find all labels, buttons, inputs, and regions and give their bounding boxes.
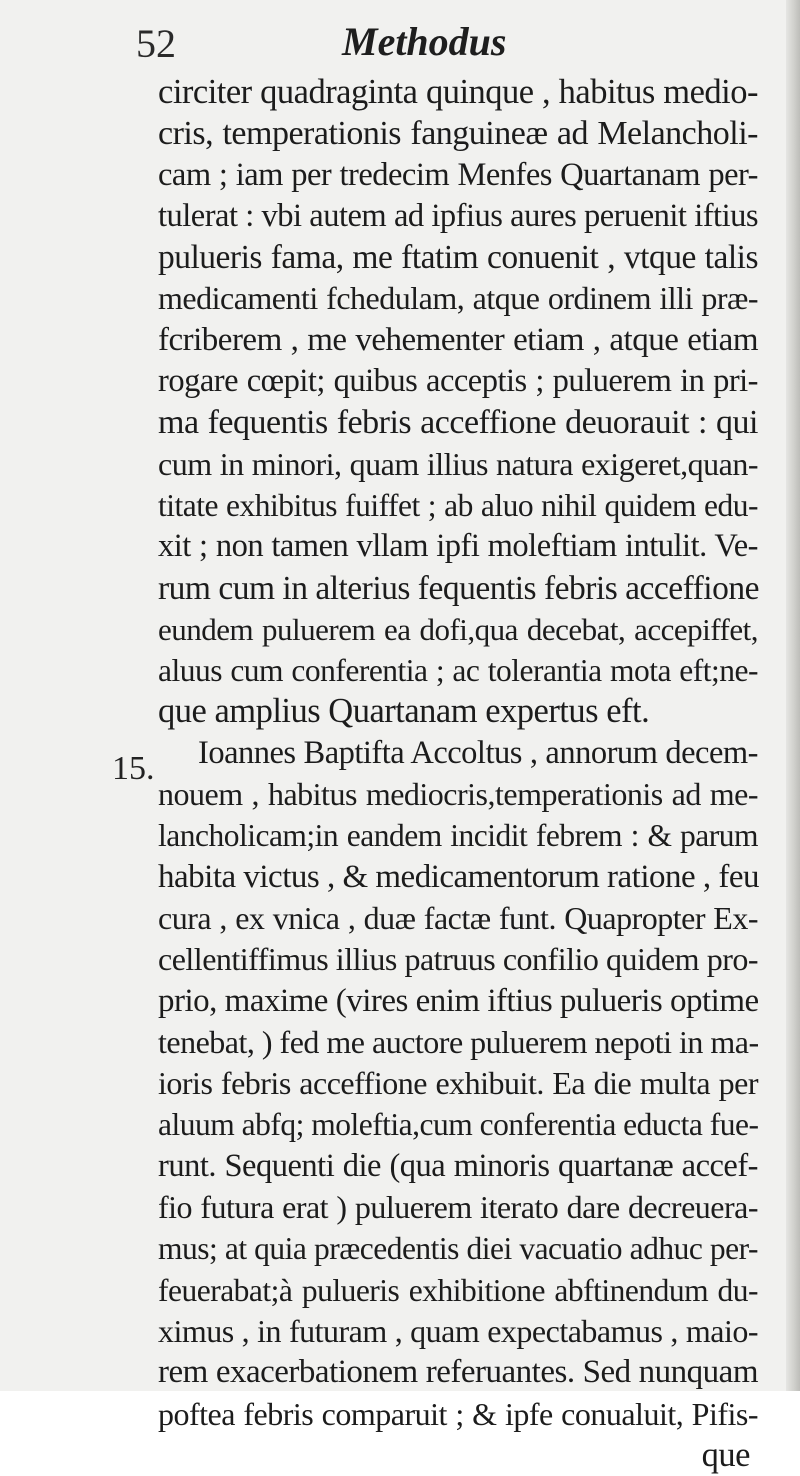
text-line: cam ; iam per tredecim Menfes Quartanam per- xyxy=(158,156,758,193)
text-line: aluus cum conferentia ; ac tolerantia mota eft;ne- xyxy=(158,653,758,689)
text-line: feuerabat;à pulueris exhibitione abftinendum du- xyxy=(158,1272,758,1308)
text-line: habita victus , & medicamentorum ratione , feu xyxy=(158,858,760,895)
text-line: aluum abfq; moleftia,cum conferentia educta fue- xyxy=(158,1107,759,1143)
text-line: fio futura erat ) puluerem iterato dare decreuera- xyxy=(158,1189,758,1226)
text-line: titate exhibitus fuiffet ; ab aluo nihil quidem edu- xyxy=(158,487,758,523)
text-line: ioris febris acceffione exhibuit. Ea die multa per xyxy=(158,1065,758,1102)
text-line: tenebat, ) fed me auctore puluerem nepoti in ma- xyxy=(158,1023,759,1060)
text-line: cum in minori, quam illius natura exigeret,quan- xyxy=(158,445,758,482)
text-line: pulueris fama, me ftatim conuenit , vtque talis xyxy=(158,239,758,277)
text-line: cura , ex vnica , duæ factæ funt. Quapropter Ex- xyxy=(158,899,758,936)
running-head xyxy=(0,0,800,80)
text-line: tulerat : vbi autem ad ipfius aures peruenit iftius xyxy=(158,197,758,234)
text-line: ximus , in futuram , quam expectabamus , maio- xyxy=(158,1312,758,1349)
text-line: rum cum in alterius fequentis febris acceffione xyxy=(158,569,759,607)
body-text xyxy=(158,72,758,1476)
text-line: mus; at quia præcedentis diei vacuatio adhuc per- xyxy=(158,1231,758,1267)
text-line: poftea febris comparuit ; & ipfe conualuit, Pifis- xyxy=(158,1395,758,1432)
running-title: Methodus xyxy=(342,19,507,64)
text-line: nouem , habitus mediocris,temperationis ad me- xyxy=(158,776,758,813)
text-line-paragraph-end: que amplius Quartanam expertus eft. xyxy=(158,692,650,731)
text-line: ma fequentis febris acceffione deuorauit : qui xyxy=(158,404,758,442)
text-line: rogare cœpit; quibus acceptis ; puluerem in pri- xyxy=(158,363,758,400)
catchword: que xyxy=(701,1435,750,1474)
page-edge-shadow xyxy=(786,0,800,1391)
text-line: eundem puluerem ea dofi,qua decebat, accepiffet, xyxy=(158,611,758,647)
text-line: lancholicam;in eandem incidit febrem : & parum xyxy=(158,818,758,854)
paragraph-number: 15. xyxy=(112,750,155,787)
text-line: circiter quadraginta quinque , habitus medio- xyxy=(158,73,758,111)
page-number: 52 xyxy=(136,21,176,66)
text-line: prio, maxime (vires enim iftius pulueris optime xyxy=(158,982,759,1019)
text-line-paragraph-start: Ioannes Baptifta Accoltus , annorum decem- xyxy=(198,734,758,771)
text-line: rem exacerbationem referuantes. Sed nunquam xyxy=(158,1354,758,1391)
text-line: fcriberem , me vehementer etiam , atque etiam xyxy=(158,321,758,358)
text-line: xit ; non tamen vllam ipfi moleftiam intulit. Ve- xyxy=(158,528,758,565)
text-line: cris, temperationis fanguineæ ad Melancholi- xyxy=(158,115,758,153)
text-line: runt. Sequenti die (qua minoris quartanæ accef- xyxy=(158,1147,758,1184)
text-line: cellentiffimus illius patruus confilio quidem pro- xyxy=(158,941,758,978)
text-line: medicamenti fchedulam, atque ordinem illi præ- xyxy=(158,280,758,317)
